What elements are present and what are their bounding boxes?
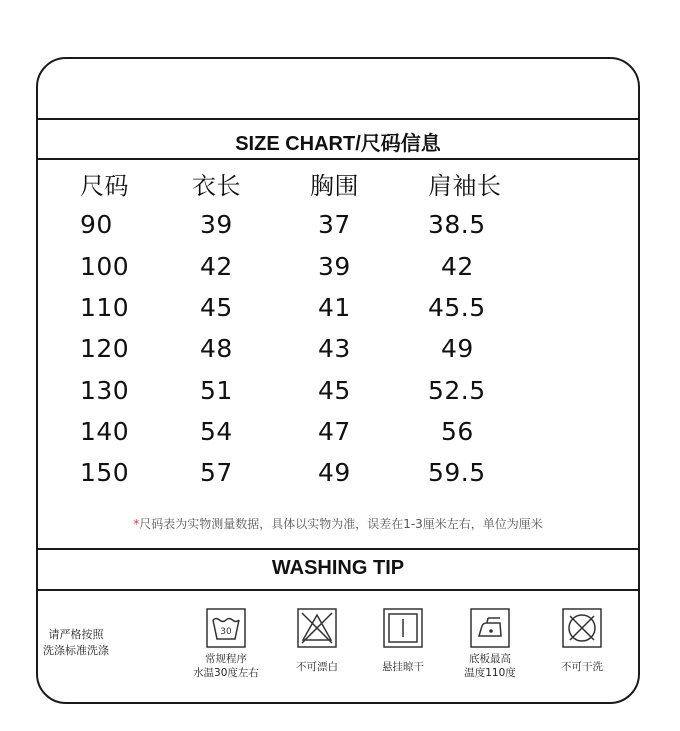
wash-30-line2: 水温30度左右 — [193, 667, 259, 679]
cell-chest: 39 — [318, 251, 351, 281]
cell-size: 140 — [80, 416, 130, 446]
table-row — [80, 369, 528, 410]
cell-chest: 49 — [318, 458, 351, 488]
cell-length: 42 — [200, 251, 233, 281]
divider-under-title — [38, 158, 638, 160]
wash-item-no-dry-clean — [547, 608, 617, 674]
wash-item-wash-30 — [186, 608, 266, 680]
divider-washing-bottom — [38, 589, 638, 591]
note-text: 尺码表为实物测量数据，具体以实物为准，误差在1-3厘米左右，单位为厘米 — [139, 517, 543, 531]
cell-length: 39 — [200, 210, 233, 240]
cell-size: 150 — [80, 458, 130, 488]
cell-sleeve: 59.5 — [428, 458, 486, 488]
size-chart-card — [36, 57, 640, 704]
table-row — [80, 452, 528, 493]
no-bleach-icon — [297, 608, 337, 648]
washing-intro-line1: 请严格按照 — [48, 628, 104, 641]
cell-sleeve: 49 — [441, 334, 474, 364]
note-star: * — [133, 517, 140, 531]
header-length: 衣长 — [192, 172, 241, 201]
cell-chest: 37 — [318, 210, 351, 240]
table-row — [80, 204, 528, 245]
divider-top — [38, 118, 638, 120]
measurement-note — [38, 515, 638, 532]
cell-chest: 45 — [318, 375, 351, 405]
cell-sleeve: 45.5 — [428, 293, 486, 323]
table-row — [80, 411, 528, 452]
divider-washing-top — [38, 548, 638, 550]
cell-sleeve: 52.5 — [428, 375, 486, 405]
washing-intro-line2: 洗涤标准洗涤 — [43, 644, 109, 657]
cell-size: 130 — [80, 375, 130, 405]
iron-line2: 温度110度 — [464, 667, 516, 679]
iron-low-icon — [470, 608, 510, 648]
iron-line1: 底板最高 — [469, 653, 511, 665]
cell-chest: 47 — [318, 416, 351, 446]
hang-dry-icon — [383, 608, 423, 648]
cell-size: 120 — [80, 334, 130, 364]
wash-temp-label: 30 — [220, 627, 232, 637]
table-header-row — [80, 163, 528, 204]
header-size: 尺码 — [80, 172, 129, 201]
no-dry-clean-line1: 不可干洗 — [561, 661, 603, 673]
cell-sleeve: 56 — [441, 416, 474, 446]
washing-intro — [34, 627, 118, 659]
wash-30-line1: 常规程序 — [205, 653, 247, 665]
wash-item-hang-dry — [368, 608, 438, 674]
cell-size: 90 — [80, 210, 113, 240]
cell-sleeve: 38.5 — [428, 210, 486, 240]
cell-chest: 41 — [318, 293, 351, 323]
wash-item-iron — [452, 608, 528, 680]
header-chest: 胸围 — [310, 172, 359, 201]
size-chart-title: SIZE CHART/尺码信息 — [235, 133, 441, 155]
cell-sleeve: 42 — [441, 251, 474, 281]
cell-size: 100 — [80, 251, 130, 281]
cell-length: 57 — [200, 458, 233, 488]
cell-length: 54 — [200, 416, 233, 446]
table-row — [80, 328, 528, 369]
washing-title: WASHING TIP — [271, 557, 405, 579]
cell-length: 51 — [200, 375, 233, 405]
cell-length: 48 — [200, 334, 233, 364]
hang-dry-line1: 悬挂晾干 — [382, 661, 424, 673]
size-table — [80, 163, 528, 493]
table-row — [80, 287, 528, 328]
header-sleeve: 肩袖长 — [428, 172, 502, 201]
table-row — [80, 246, 528, 287]
cell-length: 45 — [200, 293, 233, 323]
cell-chest: 43 — [318, 334, 351, 364]
cell-size: 110 — [80, 293, 130, 323]
no-bleach-line1: 不可漂白 — [296, 661, 338, 673]
wash-30-icon — [206, 608, 246, 648]
wash-item-no-bleach — [282, 608, 352, 674]
no-dry-clean-icon — [562, 608, 602, 648]
